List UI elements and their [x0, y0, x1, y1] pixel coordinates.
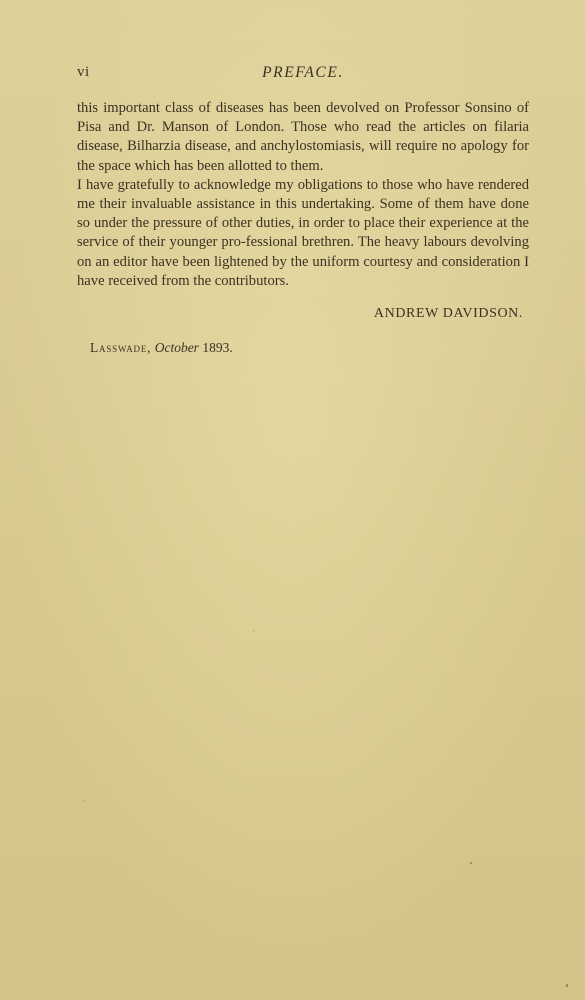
dateline-year: 1893. — [202, 340, 233, 355]
dateline-place: Lasswade, — [90, 340, 152, 355]
dateline-month: October — [154, 340, 199, 355]
paragraph-1: this important class of diseases has been devolved on Professor Sonsino of Pisa and Dr. Manson of London. Those who read the articles on filaria disease, Bilharzia disease, and anchylostomiasis, will require no apology for the space which has been allotted to them. — [77, 100, 529, 174]
running-title: PREFACE. — [262, 64, 344, 81]
dateline — [90, 340, 233, 356]
paper-speck — [566, 984, 568, 987]
paper-speck — [253, 630, 254, 632]
page-number: vi — [77, 64, 90, 80]
signature: ANDREW DAVIDSON. — [373, 306, 523, 321]
paragraph-2: I have gratefully to acknowledge my obligations to those who have rendered me their invaluable assistance in this undertaking. Some of them have done so under the pressure of other duties, in order to place their experience at the service of their younger pro-fessional brethren. The heavy labours devolving on an editor have been lightened by the uniform courtesy and consideration I have received from the contributors. — [77, 176, 529, 289]
body-text — [77, 99, 529, 291]
paper-speck — [84, 800, 85, 802]
paper-speck — [470, 862, 472, 864]
page-header — [77, 64, 529, 84]
